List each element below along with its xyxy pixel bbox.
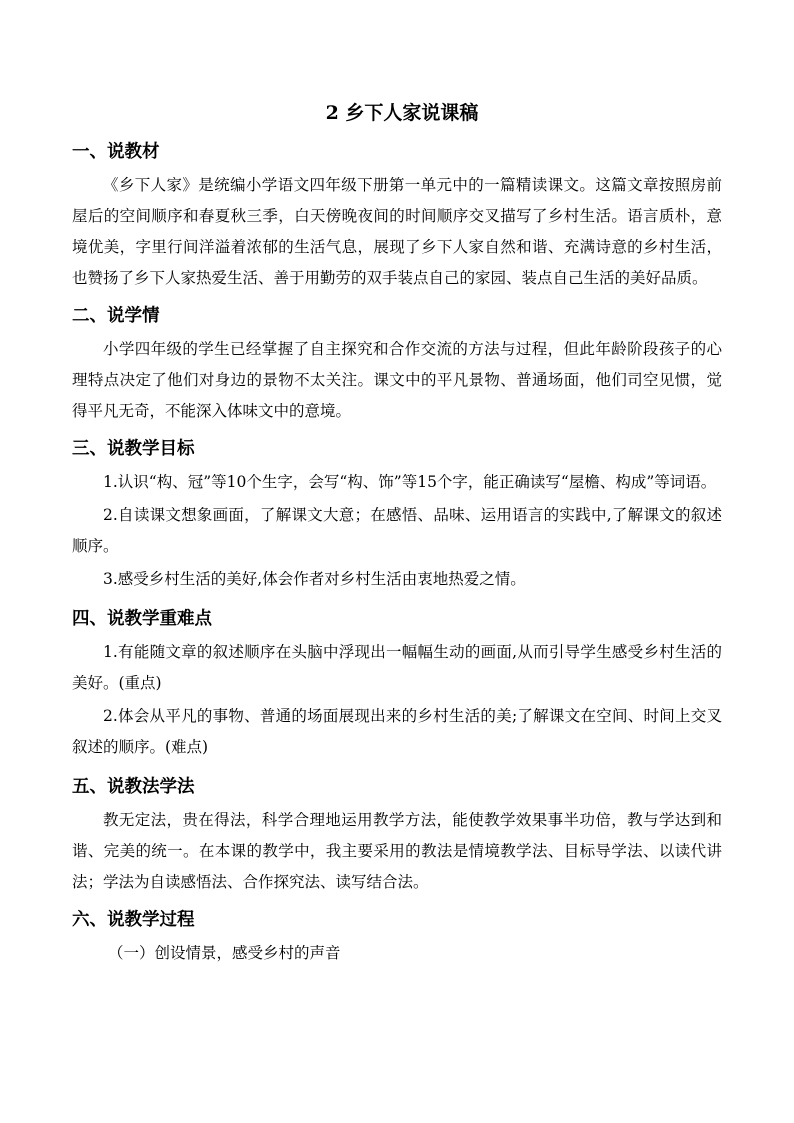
- section-teaching-goals: [72, 435, 722, 595]
- section-heading: 四、说教学重难点: [72, 609, 212, 629]
- list-item: 3.感受乡村生活的美好,体会作者对乡村生活由衷地热爱之情。: [103, 570, 526, 588]
- section-key-points: [72, 605, 722, 763]
- list-item: 2.自读课文想象画面，了解课文大意；在感悟、品味、运用语言的实践中,了解课文的叙述顺序。: [72, 506, 722, 555]
- list-item: 2.体会从平凡的事物、普通的场面展现出来的乡村生活的美;了解课文在空间、时间上交叉叙述的顺序。(难点): [72, 707, 722, 756]
- document-title: 2 乡下人家说课稿: [325, 102, 479, 124]
- spacer: [72, 427, 722, 429]
- list-item: 1.认识“构、冠”等10个生字，会写“构、饰”等15个字，能正确读写“屋檐、构成”等词语。: [103, 473, 717, 491]
- paragraph: 小学四年级的学生已经掌握了自主探究和合作交流的方法与过程，但此年龄阶段孩子的心理特点决定了他们对身边的景物不太关注。课文中的平凡景物、普通场面，他们司空见惯，觉得平凡无奇，不能深入体味文中的意境。: [72, 340, 722, 420]
- spacer: [72, 765, 722, 767]
- spacer: [72, 597, 722, 599]
- section-textbook: [72, 138, 722, 294]
- section-heading: 二、说学情: [72, 306, 160, 326]
- spacer: [72, 294, 722, 296]
- section-heading: 三、说教学目标: [72, 439, 195, 459]
- subheading: （一）创设情景，感受乡村的声音: [108, 944, 341, 962]
- list-item: 1.有能随文章的叙述顺序在头脑中浮现出一幅幅生动的画面,从而引导学生感受乡村生活的美好。(重点): [72, 643, 722, 692]
- section-heading: 一、说教材: [72, 142, 160, 162]
- paragraph: 教无定法，贵在得法，科学合理地运用教学方法，能使教学效果事半功倍，教与学达到和谐、完美的统一。在本课的教学中，我主要采用的教法是情境教学法、目标导学法、以读代讲法；学法为自读感悟法、合作探究法、读写结合法。: [72, 811, 722, 891]
- section-students: [72, 302, 722, 427]
- section-heading: 六、说教学过程: [72, 910, 195, 930]
- paragraph: 《乡下人家》是统编小学语文四年级下册第一单元中的一篇精读课文。这篇文章按照房前屋后的空间顺序和春夏秋三季，白天傍晚夜间的时间顺序交叉描写了乡村生活。语言质朴，意境优美，字里行间洋溢着浓郁的生活气息，展现了乡下人家自然和谐、充满诗意的乡村生活，也赞扬了乡下人家热爱生活、善于用勤劳的双手装点自己的家园、装点自己生活的美好品质。: [72, 176, 722, 287]
- section-heading: 五、说教法学法: [72, 777, 195, 797]
- section-methods: [72, 773, 722, 898]
- spacer: [72, 898, 722, 900]
- section-process: [72, 906, 722, 969]
